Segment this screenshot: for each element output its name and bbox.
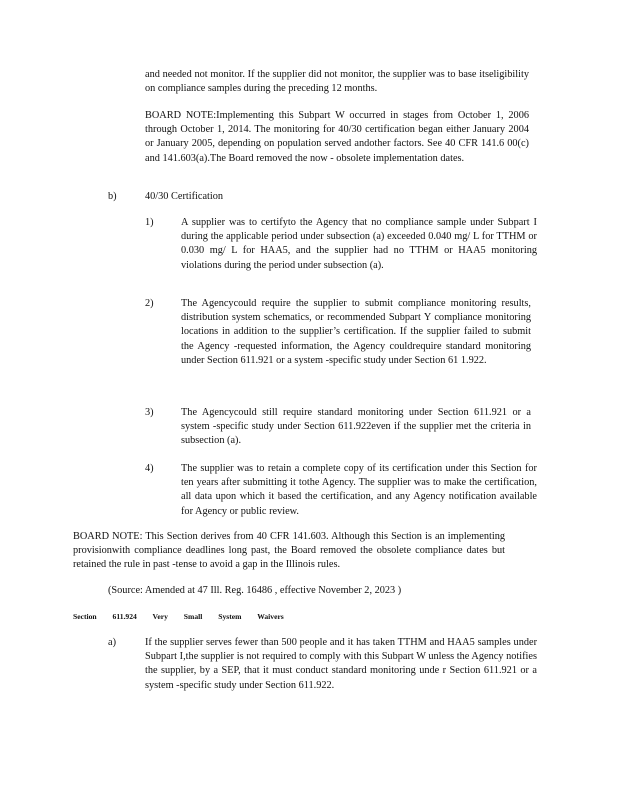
board-note-implementation: BOARD NOTE:Implementing this Subpart W occurred in stages from October 1, 2006 through October 1, 2014. The monitoring for 40/30 certification began either January 2004 or January 2005, depending on population served andother factors. See 40 CFR 141.6 00(c) and 141.603(a).The Board removed the now - obsolete implementation dates. bbox=[145, 110, 529, 164]
item-2-label: 2) bbox=[145, 298, 154, 309]
subsection-b-heading: 40/30 Certification bbox=[145, 191, 224, 202]
item-3-text: The Agencycould still require standard monitoring under Section 611.921 or a system -specific study under Section 611.922even if the supplier met the criteria in subsection (a). bbox=[181, 407, 531, 447]
item-2-text: The Agencycould require the supplier to submit compliance monitoring results, distribution system schematics, or recommended Subpart Y compliance monitoring locations in addition to the supplier’s certification. If the supplier failed to submit the Agency -requested information, the Agency couldrequire standard monitoring under Section 611.921 or a system -specific study under Section 61 1.922. bbox=[181, 298, 531, 366]
board-note-derivation: BOARD NOTE: This Section derives from 40 CFR 141.603. Although this Section is an implementing provisionwith compliance deadlines long past, the Board removed the obsolete compliance dates but retained the rule in past -tense to avoid a gap in the Illinois rules. bbox=[73, 531, 505, 571]
subsection-b-label: b) bbox=[108, 191, 117, 202]
subsection-a-text: If the supplier serves fewer than 500 people and it has taken TTHM and HAA5 samples under Subpart I,the supplier is not required to comply with this Subpart W unless the Agency notifies the supplier, by a SEP, that it must conduct standard monitoring unde r Section 611.921 or a system -specific study under Section 611.922. bbox=[145, 637, 537, 691]
section-heading: Section 611.924 Very Small System Waivers bbox=[73, 612, 284, 621]
source-note: (Source: Amended at 47 Ill. Reg. 16486 , effective November 2, 2023 ) bbox=[108, 585, 402, 596]
intro-paragraph: and needed not monitor. If the supplier did not monitor, the supplier was to base itseligibility on compliance samples during the preceding 12 months. bbox=[145, 69, 529, 95]
item-3-label: 3) bbox=[145, 407, 154, 418]
item-4-label: 4) bbox=[145, 463, 154, 474]
subsection-a-label: a) bbox=[108, 637, 116, 648]
item-1-text: A supplier was to certifyto the Agency that no compliance sample under Subpart I during the applicable period under subsection (a) exceeded 0.040 mg/ L for TTHM or 0.030 mg/ L for HAA5, and the supplier had no TTHM or HAA5 monitoring violations during the period under subsection (a). bbox=[181, 217, 537, 271]
item-1-label: 1) bbox=[145, 217, 154, 228]
item-4-text: The supplier was to retain a complete copy of its certification under this Section for ten years after submitting it tothe Agency. The supplier was to make the certification, all data upon which it based the certification, and any Agency notification available for Agency or public review. bbox=[181, 463, 537, 517]
